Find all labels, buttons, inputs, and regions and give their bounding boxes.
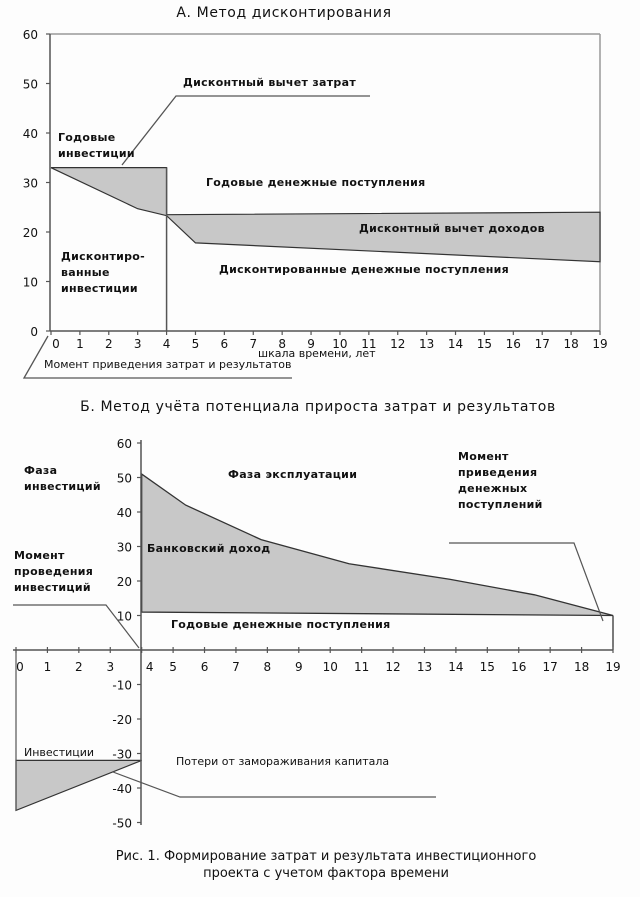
x-tick-label: 18: [563, 337, 579, 351]
label-b-annual-income: Годовые денежные поступления: [171, 618, 391, 631]
label-annual-income: Годовые денежные поступления: [206, 176, 426, 189]
x-tick-label: 1: [76, 337, 84, 351]
label-moment-inv-2: проведения: [14, 565, 94, 578]
x-tick-label: 13: [418, 337, 435, 351]
chart-a-title: А. Метод дисконтирования: [176, 5, 392, 21]
y-tick-label: 40: [22, 127, 38, 141]
y-tick-label: 0: [30, 325, 38, 339]
x-tick-label: 9: [307, 337, 315, 351]
label-exploit-phase: Фаза эксплуатации: [228, 468, 358, 481]
chart-a-x-label: шкала времени, лет: [258, 347, 376, 360]
x-tick-label: 2: [104, 337, 113, 351]
x-tick-label: 8: [263, 660, 272, 674]
x-tick-label: 6: [200, 660, 209, 674]
x-tick-label: 14: [447, 337, 464, 351]
x-tick-label: 9: [294, 660, 303, 674]
chart-a-leader-discount-costs: [122, 96, 370, 165]
x-tick-label: 12: [390, 337, 406, 351]
x-tick-label: 19: [592, 337, 608, 351]
label-disc-inv-2: ванные: [61, 266, 110, 279]
y-tick-label: -50: [112, 816, 132, 831]
y-tick-label: -10: [112, 678, 132, 693]
chart-b-leader-losses: [113, 772, 436, 797]
y-tick-label: 20: [116, 575, 132, 589]
label-bank-income: Банковский доход: [147, 542, 271, 555]
x-tick-label: 3: [106, 660, 115, 674]
x-tick-label: 2: [75, 660, 83, 674]
y-tick-label: 30: [116, 540, 132, 555]
label-disc-income: Дисконтированные денежные поступления: [219, 263, 509, 276]
x-tick-label: 10: [322, 660, 338, 674]
caption-line-2: проекта с учетом фактора времени: [203, 866, 449, 881]
label-invest-phase-2: инвестиций: [24, 480, 101, 493]
x-tick-label: 13: [416, 660, 433, 674]
y-tick-label: 30: [22, 176, 38, 191]
label-moment-income-2: приведения: [458, 466, 538, 479]
label-moment-inv-1: Момент: [14, 549, 65, 562]
x-tick-label: 15: [479, 660, 495, 674]
x-tick-label: 17: [542, 660, 558, 674]
y-tick-label: 10: [116, 609, 132, 624]
x-tick-label: 12: [385, 660, 401, 674]
x-tick-label: 18: [573, 660, 590, 674]
x-tick-label: 3: [133, 337, 142, 351]
label-moment-inv-3: инвестиций: [14, 581, 91, 594]
x-tick-label: 10: [332, 337, 348, 351]
x-tick-label: 5: [169, 660, 177, 674]
label-moment-income-3: денежных: [458, 482, 528, 495]
x-tick-label: 8: [278, 337, 286, 351]
label-moment: Момент приведения затрат и результатов: [44, 358, 292, 371]
caption-line-1: Рис. 1. Формирование затрат и результата инвестиционного: [115, 849, 537, 864]
x-tick-label: 5: [191, 337, 200, 351]
chart-a: [23, 28, 608, 378]
y-tick-label: 60: [22, 28, 38, 42]
x-tick-label: 11: [361, 337, 377, 351]
label-invest-phase-1: Фаза: [24, 464, 58, 477]
label-disc-inv-3: инвестиции: [61, 282, 138, 295]
x-tick-label: 0: [16, 660, 24, 674]
y-tick-label: 10: [22, 275, 38, 290]
x-tick-label: 16: [505, 337, 521, 351]
discount-income-area: [167, 212, 600, 262]
x-tick-label: 16: [511, 660, 527, 674]
x-tick-label: 17: [534, 337, 550, 351]
discount-costs-area: [51, 168, 167, 216]
chart-b-title: Б. Метод учёта потенциала прироста затрат и результатов: [80, 399, 556, 415]
y-tick-label: -40: [112, 782, 132, 796]
y-tick-label: 50: [116, 471, 132, 486]
x-tick-label: 6: [220, 337, 229, 351]
label-annual-investments-1: Годовые: [58, 131, 116, 144]
label-discount-costs: Дисконтный вычет затрат: [183, 76, 356, 89]
y-tick-label: 20: [22, 226, 38, 240]
y-tick-label: 40: [116, 506, 132, 520]
y-tick-label: -20: [112, 713, 132, 727]
x-tick-label: 7: [232, 660, 240, 674]
x-tick-label: 0: [52, 337, 60, 351]
chart-b: [13, 437, 621, 831]
x-tick-label: 11: [353, 660, 370, 674]
y-tick-label: 50: [22, 77, 38, 92]
x-tick-label: 7: [249, 337, 258, 351]
y-tick-label: -30: [112, 747, 132, 762]
label-disc-inv-1: Дисконтиро-: [61, 250, 146, 263]
label-moment-income-4: поступлений: [458, 498, 543, 511]
label-losses: Потери от замораживания капитала: [176, 755, 390, 768]
x-tick-label: 4: [145, 660, 154, 674]
label-investments: Инвестиции: [24, 746, 95, 759]
label-annual-investments-2: инвестиции: [58, 147, 135, 160]
x-tick-label: 15: [476, 337, 493, 351]
x-tick-label: 19: [605, 660, 621, 674]
x-tick-label: 4: [162, 337, 171, 351]
y-tick-label: 60: [116, 437, 132, 451]
x-tick-label: 14: [448, 660, 464, 674]
x-tick-label: 1: [43, 660, 52, 674]
label-moment-income-1: Момент: [458, 450, 509, 463]
label-discount-income: Дисконтный вычет доходов: [359, 222, 545, 235]
